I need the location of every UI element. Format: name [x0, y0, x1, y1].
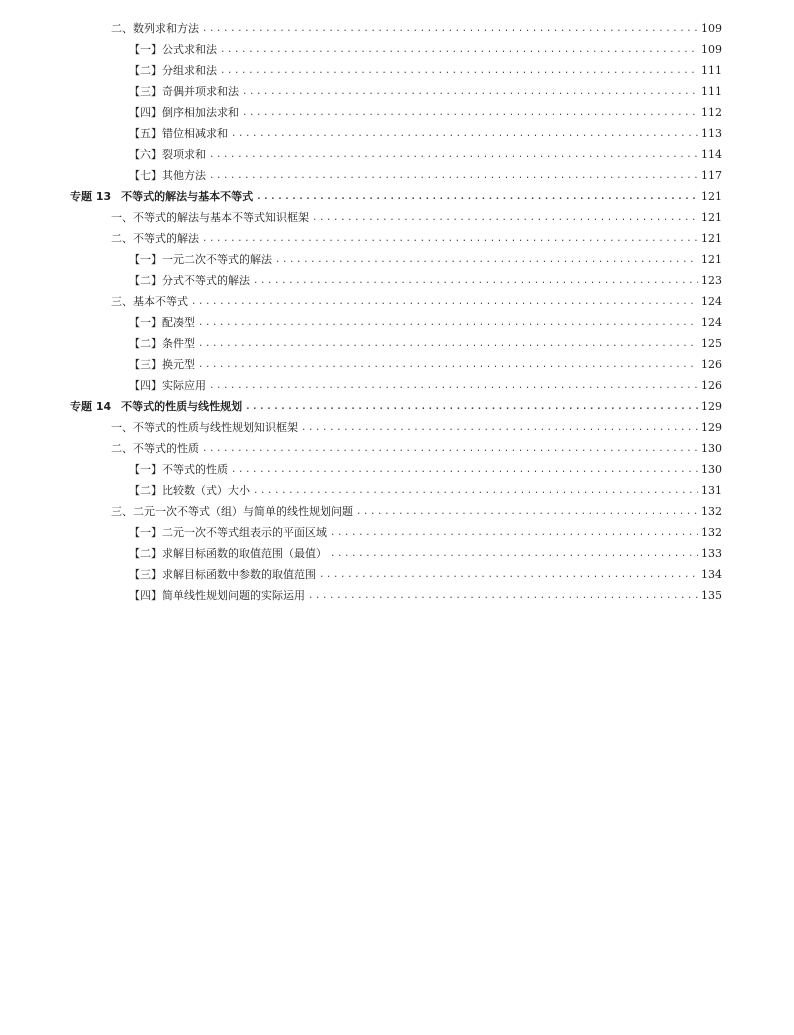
- toc-page-number: 132: [701, 505, 722, 518]
- toc-section-entry[interactable]: [0, 18, 794, 39]
- toc-entry-title: [129, 354, 195, 375]
- dot-leader: [220, 60, 698, 81]
- toc-page-number: 133: [701, 547, 722, 560]
- dot-leader: [202, 438, 698, 459]
- toc-entry-text: 二、不等式的解法: [111, 232, 199, 245]
- toc-entry-text: 【七】其他方法: [129, 169, 206, 182]
- toc-entry-text: 【四】实际应用: [129, 379, 206, 392]
- dot-leader: [202, 228, 698, 249]
- toc-entry-text: 【一】二元一次不等式组表示的平面区域: [129, 526, 327, 539]
- dot-leader: [312, 207, 698, 228]
- dot-leader: [242, 102, 698, 123]
- toc-entry-text: 【二】分组求和法: [129, 64, 217, 77]
- toc-entry-text: 不等式的性质与线性规划: [121, 400, 243, 413]
- toc-page-number: 129: [701, 400, 722, 413]
- toc-chapter-entry[interactable]: [0, 396, 794, 417]
- toc-entry-title: [111, 18, 199, 39]
- dot-leader: [242, 81, 698, 102]
- dot-leader: [356, 501, 698, 522]
- toc-entry-text: 一、不等式的性质与线性规划知识框架: [111, 421, 298, 434]
- toc-page-number: 121: [701, 253, 722, 266]
- toc-section-entry[interactable]: [0, 291, 794, 312]
- dot-leader: [308, 585, 698, 606]
- toc-subsection-entry[interactable]: [0, 39, 794, 60]
- toc-page-number: 121: [701, 211, 722, 224]
- dot-leader: [330, 522, 698, 543]
- toc-entry-text: 【三】换元型: [129, 358, 195, 371]
- toc-page-number: 113: [701, 127, 722, 140]
- toc-subsection-entry[interactable]: [0, 81, 794, 102]
- toc-page-number: 123: [701, 274, 722, 287]
- dot-leader: [253, 270, 698, 291]
- toc-entry-text: 【二】分式不等式的解法: [129, 274, 250, 287]
- toc-entry-title: [129, 81, 239, 102]
- toc-subsection-entry[interactable]: [0, 102, 794, 123]
- toc-chapter-entry[interactable]: [0, 186, 794, 207]
- toc-entry-text: 【六】裂项求和: [129, 148, 206, 161]
- toc-subsection-entry[interactable]: [0, 522, 794, 543]
- dot-leader: [209, 144, 698, 165]
- toc-section-entry[interactable]: [0, 501, 794, 522]
- toc-entry-title: [129, 144, 206, 165]
- toc-entry-text: 【四】倒序相加法求和: [129, 106, 239, 119]
- toc-page-number: 117: [701, 169, 722, 182]
- toc-entry-title: [111, 207, 309, 228]
- toc-entry-title: [129, 375, 206, 396]
- toc-entry-text: 【三】求解目标函数中参数的取值范围: [129, 568, 316, 581]
- toc-subsection-entry[interactable]: [0, 60, 794, 81]
- toc-subsection-entry[interactable]: [0, 354, 794, 375]
- dot-leader: [231, 123, 698, 144]
- toc-entry-title: [129, 585, 305, 606]
- toc-entry-text: 【一】配凑型: [129, 316, 195, 329]
- toc-entry-text: 【二】比较数（式）大小: [129, 484, 250, 497]
- toc-page-number: 126: [701, 379, 722, 392]
- toc-entry-text: 【三】奇偶并项求和法: [129, 85, 239, 98]
- toc-entry-text: 【一】不等式的性质: [129, 463, 228, 476]
- toc-entry-title: [129, 312, 195, 333]
- toc-section-entry[interactable]: [0, 207, 794, 228]
- toc-entry-title: [129, 543, 327, 564]
- toc-subsection-entry[interactable]: [0, 165, 794, 186]
- toc-subsection-entry[interactable]: [0, 312, 794, 333]
- toc-chapter-number: 专题 14: [70, 400, 112, 413]
- toc-page-number: 132: [701, 526, 722, 539]
- toc-page-number: 125: [701, 337, 722, 350]
- toc-entry-text: 三、二元一次不等式（组）与简单的线性规划问题: [111, 505, 353, 518]
- toc-entry-title: [129, 459, 228, 480]
- toc-entry-text: 一、不等式的解法与基本不等式知识框架: [111, 211, 309, 224]
- toc-entry-title: [129, 480, 250, 501]
- toc-subsection-entry[interactable]: [0, 480, 794, 501]
- dot-leader: [220, 39, 698, 60]
- toc-subsection-entry[interactable]: [0, 585, 794, 606]
- toc-entry-text: 【二】求解目标函数的取值范围（最值）: [129, 547, 327, 560]
- dot-leader: [202, 18, 698, 39]
- dot-leader: [231, 459, 698, 480]
- dot-leader: [209, 165, 698, 186]
- toc-page-number: 130: [701, 463, 722, 476]
- toc-page-number: 109: [701, 22, 722, 35]
- dot-leader: [253, 480, 698, 501]
- dot-leader: [319, 564, 698, 585]
- toc-page-number: 121: [701, 190, 722, 203]
- toc-entry-text: 二、数列求和方法: [111, 22, 199, 35]
- toc-subsection-entry[interactable]: [0, 459, 794, 480]
- toc-subsection-entry[interactable]: [0, 123, 794, 144]
- toc-entry-title: [111, 438, 199, 459]
- toc-entry-text: 【一】公式求和法: [129, 43, 217, 56]
- dot-leader: [301, 417, 698, 438]
- dot-leader: [198, 333, 698, 354]
- toc-section-entry[interactable]: [0, 438, 794, 459]
- toc-page-number: 121: [701, 232, 722, 245]
- dot-leader: [198, 312, 698, 333]
- toc-entry-title: [129, 123, 228, 144]
- toc-section-entry[interactable]: [0, 417, 794, 438]
- toc-subsection-entry[interactable]: [0, 543, 794, 564]
- dot-leader: [209, 375, 698, 396]
- toc-entry-text: 【四】简单线性规划问题的实际运用: [129, 589, 305, 602]
- toc-entry-title: [129, 333, 195, 354]
- toc-entry-title: [70, 396, 242, 417]
- toc-entry-text: 不等式的解法与基本不等式: [121, 190, 254, 203]
- toc-subsection-entry[interactable]: [0, 375, 794, 396]
- dot-leader: [198, 354, 698, 375]
- toc-entry-text: 二、不等式的性质: [111, 442, 199, 455]
- dot-leader: [256, 186, 698, 207]
- toc-page-number: 111: [701, 64, 722, 77]
- toc-section-entry[interactable]: [0, 228, 794, 249]
- toc-page-number: 130: [701, 442, 722, 455]
- dot-leader: [330, 543, 698, 564]
- toc-subsection-entry[interactable]: [0, 249, 794, 270]
- toc-subsection-entry[interactable]: [0, 144, 794, 165]
- toc-page-number: 124: [701, 316, 722, 329]
- toc-entry-title: [111, 501, 353, 522]
- toc-entry-title: [129, 165, 206, 186]
- toc-entry-title: [129, 249, 272, 270]
- toc-page-number: 126: [701, 358, 722, 371]
- toc-chapter-number: 专题 13: [70, 190, 112, 203]
- toc-entry-title: [111, 291, 188, 312]
- toc-page-number: 135: [701, 589, 722, 602]
- dot-leader: [191, 291, 698, 312]
- toc-entry-title: [129, 270, 250, 291]
- dot-leader: [275, 249, 698, 270]
- toc-page-number: 124: [701, 295, 722, 308]
- toc-page-number: 112: [701, 106, 722, 119]
- toc-page-number: 131: [701, 484, 722, 497]
- toc-entry-title: [129, 564, 316, 585]
- toc-page-number: 111: [701, 85, 722, 98]
- toc-page-number: 129: [701, 421, 722, 434]
- toc-entry-title: [129, 102, 239, 123]
- toc-subsection-entry[interactable]: [0, 333, 794, 354]
- toc-entry-title: [111, 417, 298, 438]
- toc-entry-title: [129, 522, 327, 543]
- toc-subsection-entry[interactable]: [0, 270, 794, 291]
- toc-page-number: 134: [701, 568, 722, 581]
- toc-entry-text: 【一】一元二次不等式的解法: [129, 253, 272, 266]
- toc-page-number: 109: [701, 43, 722, 56]
- toc-entry-title: [70, 186, 253, 207]
- table-of-contents: [0, 18, 794, 606]
- toc-entry-text: 【五】错位相减求和: [129, 127, 228, 140]
- toc-entry-text: 三、基本不等式: [111, 295, 188, 308]
- toc-entry-title: [129, 60, 217, 81]
- dot-leader: [245, 396, 698, 417]
- toc-entry-title: [111, 228, 199, 249]
- toc-subsection-entry[interactable]: [0, 564, 794, 585]
- toc-entry-text: 【二】条件型: [129, 337, 195, 350]
- toc-page-number: 114: [701, 148, 722, 161]
- toc-entry-title: [129, 39, 217, 60]
